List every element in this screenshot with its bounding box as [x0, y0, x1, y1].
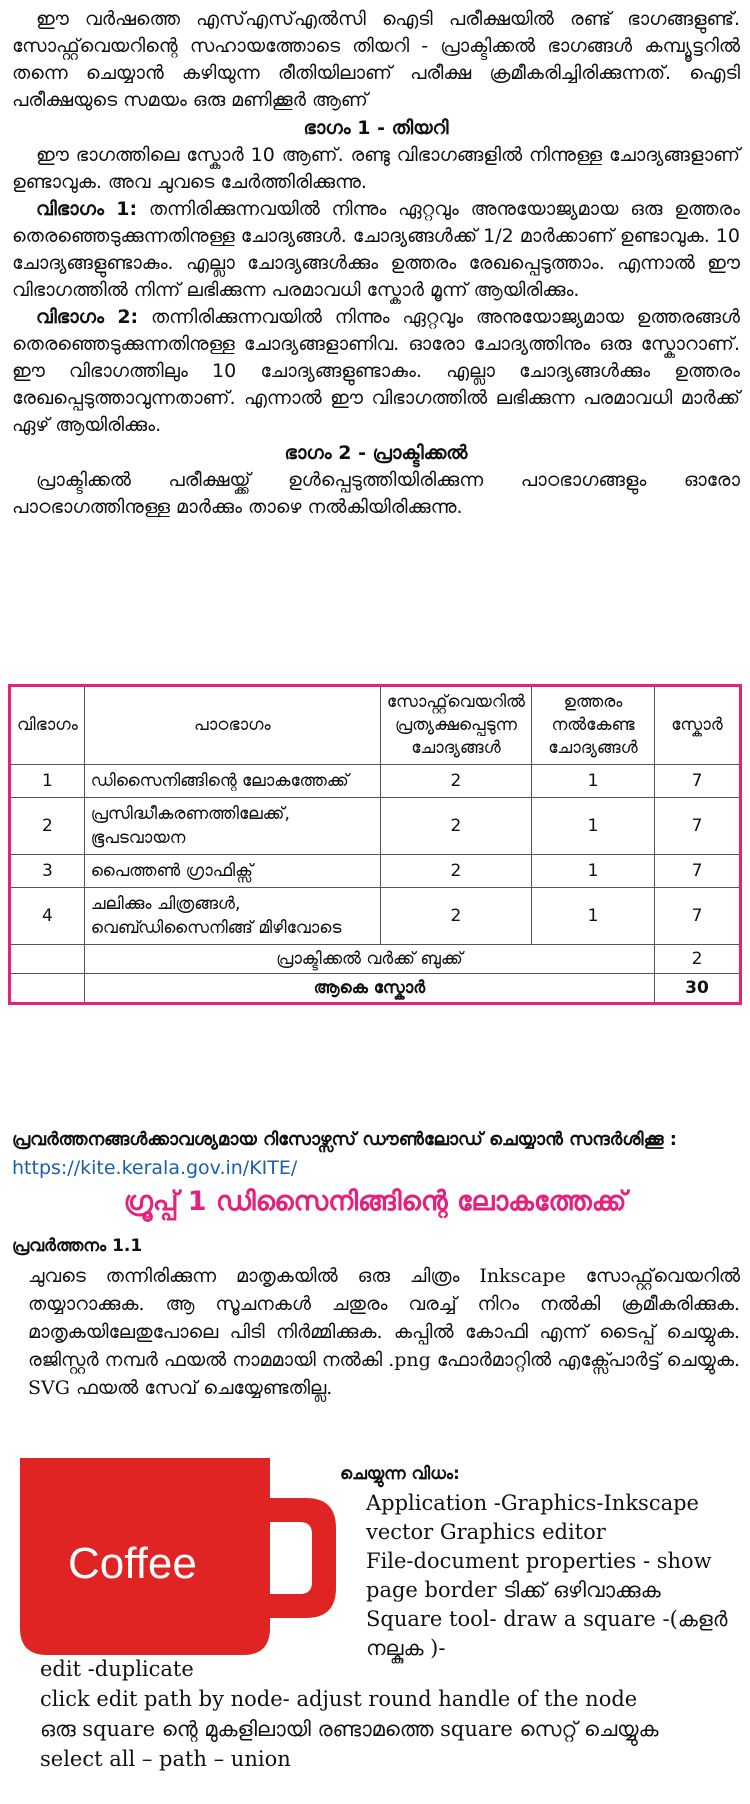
intro-paragraph: ഈ വർഷത്തെ എസ്എസ്എൽസി ഐടി പരീക്ഷയിൽ രണ്ട് ഭാഗങ്ങളുണ്ട്. സോഫ്റ്റ്‌വെയറിന്റെ സഹായത്തോടെ തിയറി - പ്രാക്ടിക്കൽ ഭാഗങ്ങൾ കമ്പ്യൂട്ടറിൽ തന്നെ ചെയ്യാൻ കഴിയുന്ന രീതിയിലാണ് പരീക്ഷ ക്രമീകരിച്ചിരിക്കുന്നത്. ഐടി പരീക്ഷയുടെ സമയം ഒരു മണിക്കൂർ ആണ്: [12, 8, 740, 111]
col-header-section: വിഭാഗം: [10, 686, 85, 765]
total-row: [10, 974, 741, 1004]
cell-appear: 2: [380, 855, 531, 888]
group-title: ഗ്രൂപ്പ് 1 ഡിസൈനിങ്ങിന്റെ ലോകത്തേക്ക്: [123, 1186, 627, 1217]
resources-link[interactable]: https://kite.kerala.gov.in/KITE/: [12, 1157, 298, 1179]
cell-answer: 1: [532, 765, 655, 798]
step-line: Application -Graphics-Inkscape vector Graphics editor: [366, 1491, 699, 1544]
part2-heading: ഭാഗം 2 - പ്രാക്ടിക്കൽ: [284, 442, 468, 464]
workbook-row: [10, 945, 741, 974]
steps-heading: ചെയ്യുന്ന വിധം:: [340, 1464, 460, 1484]
part2-paragraph: പ്രാക്ടിക്കൽ പരീക്ഷയ്ക്ക് ഉൾപ്പെടുത്തിയിരിക്കുന്ന പാഠഭാഗങ്ങളും ഓരോ പാഠഭാഗത്തിനുള്ള മാർക്കും താഴെ നൽകിയിരിക്കുന്നു.: [12, 469, 740, 518]
table-row: [10, 798, 741, 855]
cell-answer: 1: [532, 855, 655, 888]
score-table-container: [8, 684, 742, 1005]
cell-appear: 2: [380, 888, 531, 945]
activity-label: പ്രവർത്തനം 1.1: [12, 1236, 143, 1256]
col-header-score: സ്കോർ: [655, 686, 741, 765]
section1-label: വിഭാഗം 1:: [36, 198, 138, 220]
step-line: ഒരു square ന്റെ മുകളിലായി രണ്ടാമത്തെ square സെറ്റ് ചെയ്യുക: [40, 1717, 659, 1741]
step-line: File-document properties - show page border ടിക്ക് ഒഴിവാക്കുക: [366, 1549, 712, 1602]
cell-score: 7: [655, 855, 741, 888]
col-header-topic: പാഠഭാഗം: [84, 686, 380, 765]
cell-answer: 1: [532, 798, 655, 855]
part1-heading: ഭാഗം 1 - തിയറി: [303, 117, 449, 139]
section1-text: തന്നിരിക്കുന്നവയിൽ നിന്നും ഏറ്റവും അനുയോജ്യമായ ഒരു ഉത്തരം തെരഞ്ഞെടുക്കുന്നതിനുള്ള ചോദ്യങ്ങൾ. ചോദ്യങ്ങൾക്ക് 1/2 മാർക്കാണ് ഉണ്ടാവുക. 10 ചോദ്യങ്ങളുണ്ടാകും. എല്ലാ ചോദ്യങ്ങൾക്കും ഉത്തരം രേഖപ്പെടുത്താം. എന്നാൽ ഈ വിഭാഗത്തിൽ നിന്ന് ലഭിക്കുന്ന പരമാവധി സ്കോർ മൂന്ന് ആയിരിക്കും.: [12, 198, 740, 301]
article-top: [12, 6, 740, 521]
cell-no: 3: [10, 855, 85, 888]
step-line: click edit path by node- adjust round handle of the node: [40, 1687, 638, 1711]
step-line: edit -duplicate: [40, 1657, 194, 1681]
cell-score: 7: [655, 765, 741, 798]
total-score: 30: [655, 974, 741, 1004]
resources-note: [12, 1126, 740, 1183]
cell-topic: പ്രസിദ്ധീകരണത്തിലേക്ക്, ഭൂപടവായന: [84, 798, 380, 855]
total-label: ആകെ സ്കോർ: [84, 974, 654, 1004]
coffee-mug-illustration: [20, 1458, 338, 1655]
step-line: Square tool- draw a square -(കളർ നല്കുക )-: [366, 1607, 728, 1660]
table-row: [10, 855, 741, 888]
cell-empty: [10, 945, 85, 974]
cell-topic: പൈത്തൺ ഗ്രാഫിക്സ്: [84, 855, 380, 888]
cell-no: 1: [10, 765, 85, 798]
cell-appear: 2: [380, 798, 531, 855]
part1-paragraph: ഈ ഭാഗത്തിലെ സ്കോർ 10 ആണ്. രണ്ടു വിഭാഗങ്ങളിൽ നിന്നുള്ള ചോദ്യങ്ങളാണ് ഉണ്ടാവുക. അവ ചുവടെ ചേർത്തിരിക്കുന്നു.: [12, 144, 740, 193]
cell-no: 2: [10, 798, 85, 855]
score-table: [8, 684, 742, 1005]
col-header-appear: സോഫ്റ്റ്‌വെയറിൽ പ്രത്യക്ഷപ്പെടുന്ന ചോദ്യങ്ങൾ: [380, 686, 531, 765]
table-header-row: [10, 686, 741, 765]
activity-text: ചുവടെ തന്നിരിക്കുന്ന മാതൃകയിൽ ഒരു ചിത്രം Inkscape സോഫ്റ്റ്‌വെയറിൽ തയ്യാറാക്കുക. ആ സൂചനകൾ ചതുരം വരച്ച് നിറം നൽകി ക്രമീകരിക്കുക. മാതൃകയിലേതുപോലെ പിടി നിർമ്മിക്കുക. കപ്പിൽ കോഫി എന്ന് ടൈപ്പ് ചെയ്യുക. രജിസ്റ്റർ നമ്പർ ഫയൽ നാമമായി നൽകി .png ഫോർമാറ്റിൽ എക്സ്പോർട്ട് ചെയ്യുക. SVG ഫയൽ സേവ് ചെയ്യേണ്ടതില്ല.: [28, 1265, 740, 1399]
cell-appear: 2: [380, 765, 531, 798]
cell-empty: [10, 974, 85, 1004]
section2-paragraph: [12, 304, 740, 439]
cell-score: 7: [655, 888, 741, 945]
steps-continued: [40, 1654, 745, 1774]
mug-label: Coffee: [68, 1539, 197, 1588]
section2-text: തന്നിരിക്കുന്നവയിൽ നിന്നും ഏറ്റവും അനുയോജ്യമായ ഉത്തരങ്ങൾ തെരഞ്ഞെടുക്കുന്നതിനുള്ള ചോദ്യങ്ങളാണിവ. ഓരോ ചോദ്യത്തിനും ഒരു സ്കോറാണ്. ഈ വിഭാഗത്തിലും 10 ചോദ്യങ്ങളുണ്ടാകും. എല്ലാ ചോദ്യങ്ങൾക്കും ഉത്തരം രേഖപ്പെടുത്താവുന്നതാണ്. എന്നാൽ ഈ വിഭാഗത്തിൽ ലഭിക്കുന്ന പരമാവധി മാർക്ക് ഏഴ് ആയിരിക്കും.: [12, 306, 741, 436]
section2-label: വിഭാഗം 2:: [36, 306, 139, 328]
cell-topic: ചലിക്കും ചിത്രങ്ങൾ, വെബ്ഡിസൈനിങ്ങ് മിഴിവോടെ: [84, 888, 380, 945]
col-header-answer: ഉത്തരം നൽകേണ്ട ചോദ്യങ്ങൾ: [532, 686, 655, 765]
workbook-score: 2: [655, 945, 741, 974]
resources-text: പ്രവർത്തനങ്ങൾക്കാവശ്യമായ റിസോഴ്സസ് ഡൗൺലോഡ് ചെയ്യാൻ സന്ദർശിക്കൂ :: [12, 1129, 677, 1150]
step-line: select all – path – union: [40, 1747, 291, 1771]
table-row: [10, 765, 741, 798]
steps-column: [340, 1460, 745, 1663]
cell-topic: ഡിസൈനിങ്ങിന്റെ ലോകത്തേക്ക്: [84, 765, 380, 798]
table-row: [10, 888, 741, 945]
cell-answer: 1: [532, 888, 655, 945]
cell-no: 4: [10, 888, 85, 945]
section1-paragraph: [12, 196, 740, 304]
cell-score: 7: [655, 798, 741, 855]
workbook-label: പ്രാക്ടിക്കൽ വർക്ക് ബുക്ക്: [84, 945, 654, 974]
